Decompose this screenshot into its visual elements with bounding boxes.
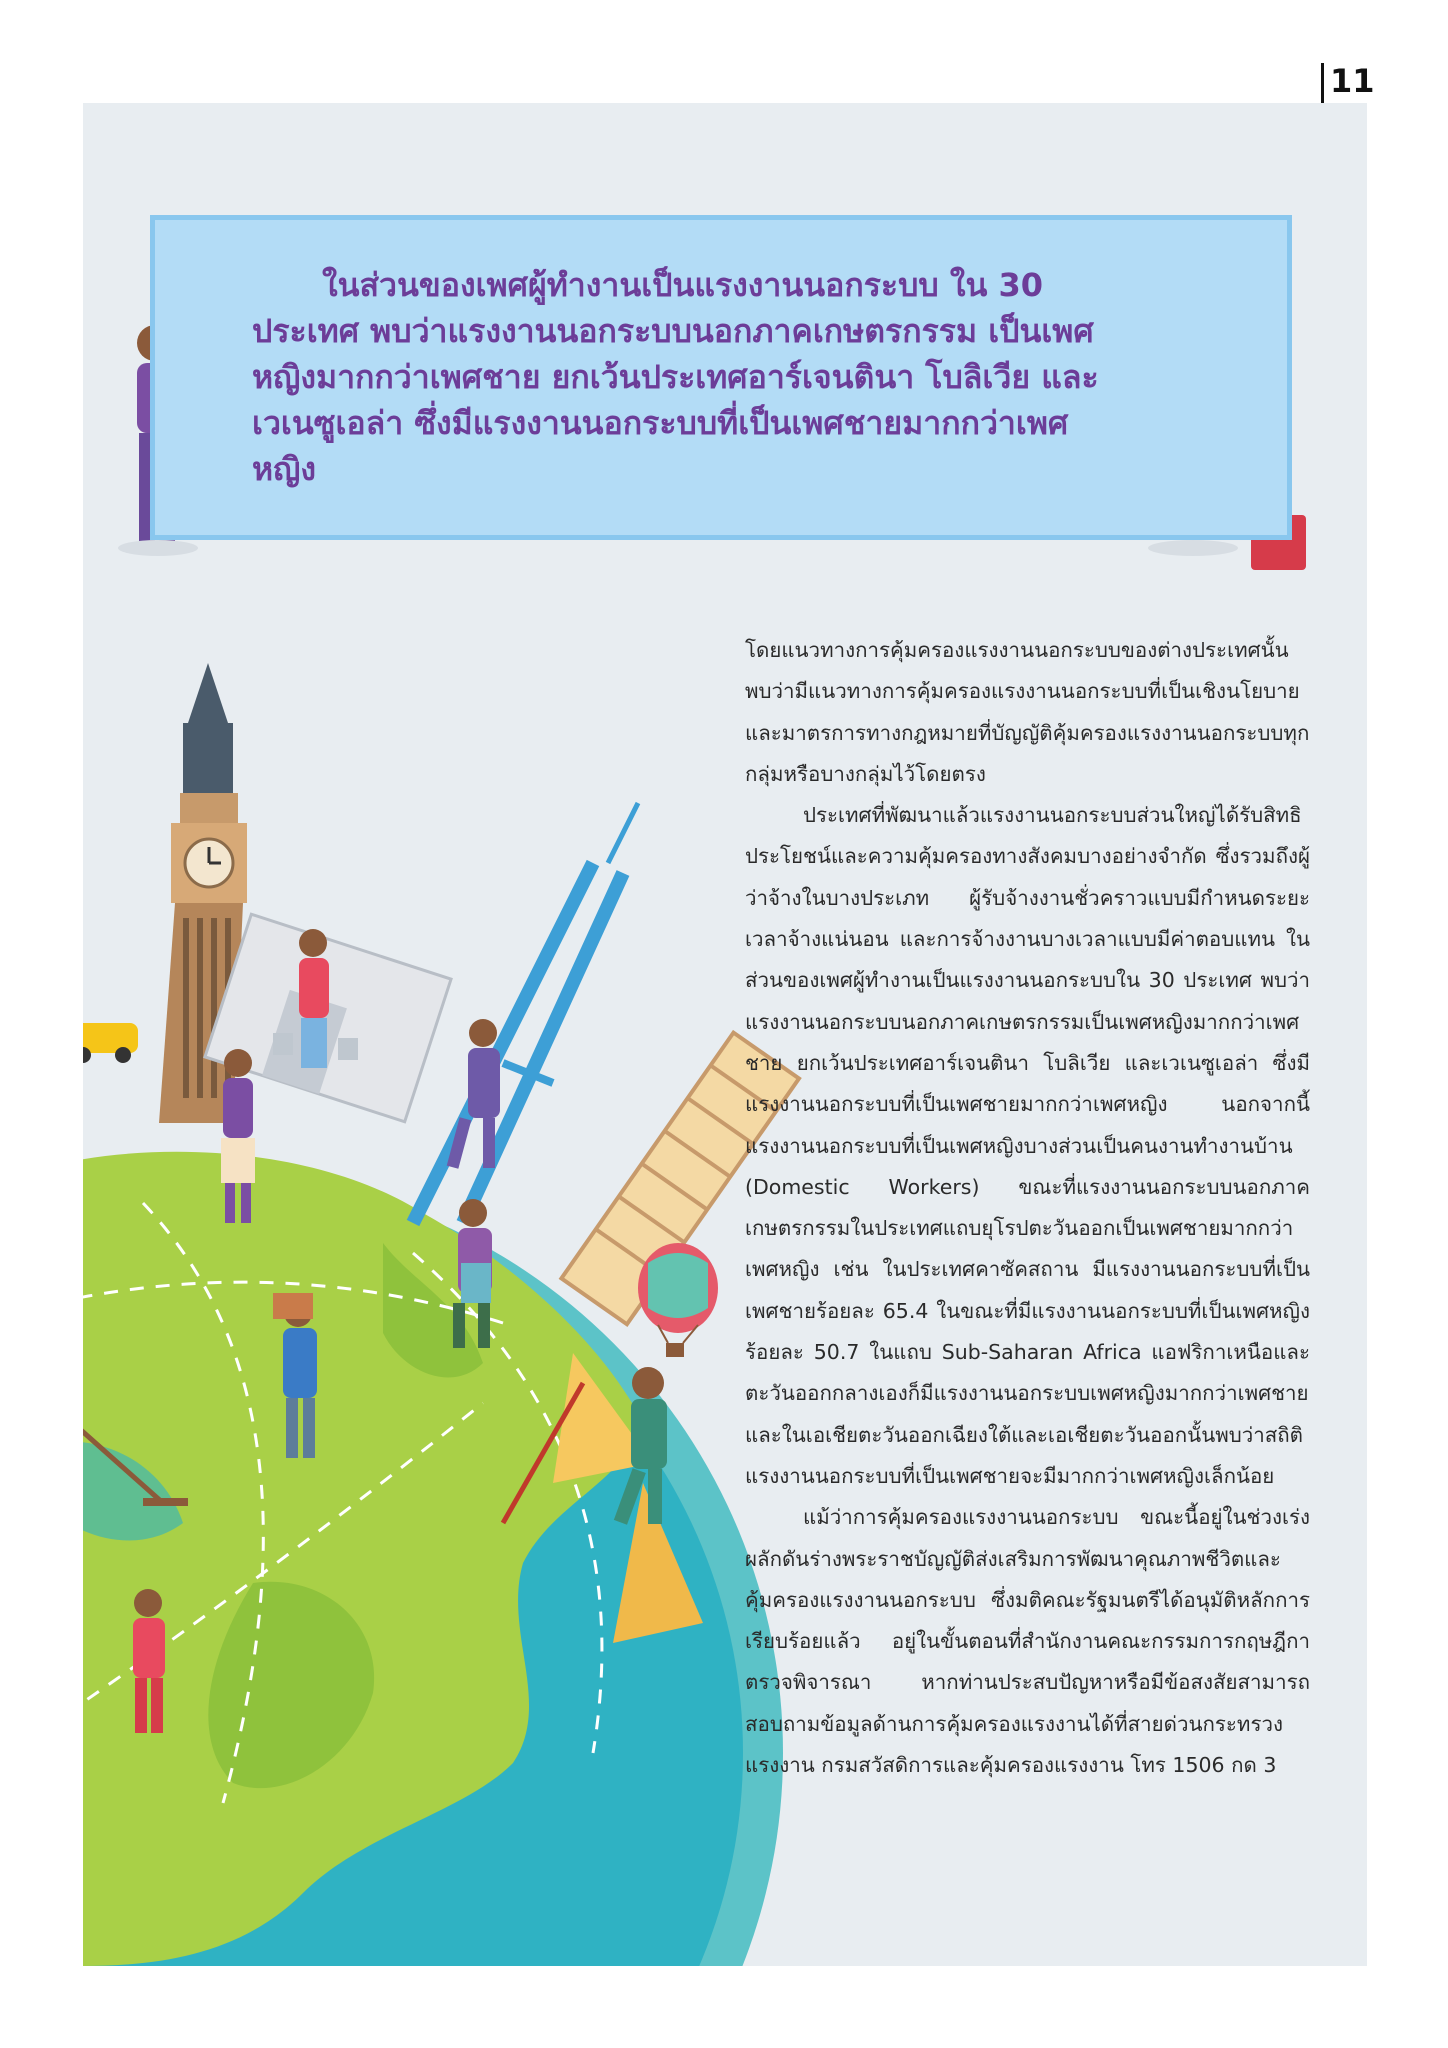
paragraph-3: แม้ว่าการคุ้มครองแรงงานนอกระบบ ขณะนี้อยู่ในช่วงเร่งผลักดันร่างพระราชบัญญัติส่งเสริมการพัฒนาคุณภาพชีวิตและคุ้มครองแรงงานนอกระบบ ซึ่งมติคณะรัฐมนตรีได้อนุมัติหลักการเรียบร้อยแล้ว อยู่ในขั้นตอนที่สำนักงานคณะกรรมการกฤษฎีกาตรวจพิจารณา หากท่านประสบปัญหาหรือมีข้อสงสัยสามารถสอบถามข้อมูลด้านการคุ้มครองแรงงานได้ที่สายด่วนกระทรวงแรงงาน กรมสวัสดิการและคุ้มครองแรงงาน โทร 1506 กด 3 bbox=[745, 1505, 1310, 1778]
taxi-icon bbox=[83, 1023, 138, 1063]
paragraph-1: โดยแนวทางการคุ้มครองแรงงานนอกระบบของต่างประเทศนั้น พบว่ามีแนวทางการคุ้มครองแรงงานนอกระบบที่เป็นเชิงนโยบายและมาตรการทางกฎหมายที่บัญญัติคุ้มครองแรงงานนอกระบบทุกกลุ่มหรือบางกลุ่มไว้โดยตรง bbox=[745, 638, 1310, 786]
callout-text: ในส่วนของเพศผู้ทำงานเป็นแรงงานนอกระบบ ใน 30 ประเทศ พบว่าแรงงานนอกระบบนอกภาคเกษตรกรรม เป็นเพศหญิงมากกว่าเพศชาย ยกเว้นประเทศอาร์เจนตินา โบลิเวีย และเวเนซูเอล่า ซึ่งมีแรงงานนอกระบบที่เป็นเพศชายมากกว่าเพศหญิง bbox=[252, 266, 1099, 488]
body-text bbox=[745, 630, 1310, 1786]
tower-icon bbox=[413, 803, 638, 1223]
page-number-divider bbox=[1321, 63, 1324, 103]
paragraph-2: ประเทศที่พัฒนาแล้วแรงงานนอกระบบส่วนใหญ่ได้รับสิทธิประโยชน์และความคุ้มครองทางสังคมบางอย่างจำกัด ซึ่งรวมถึงผู้ว่าจ้างในบางประเภท ผู้รับจ้างงานชั่วคราวแบบมีกำหนดระยะเวลาจ้างแน่นอน และการจ้างงานบางเวลาแบบมีค่าตอบแทน ในส่วนของเพศผู้ทำงานเป็นแรงงานนอกระบบใน 30 ประเทศ พบว่าแรงงานนอกระบบนอกภาคเกษตรกรรมเป็นเพศหญิงมากกว่าเพศชาย ยกเว้นประเทศอาร์เจนตินา โบลิเวีย และเวเนซูเอล่า ซึ่งมีแรงงานนอกระบบที่เป็นเพศชายมากกว่าเพศหญิง นอกจากนี้แรงงานนอกระบบที่เป็นเพศหญิงบางส่วนเป็นคนงานทำงานบ้าน (Domestic Workers) ขณะที่แรงงานนอกระบบนอกภาคเกษตรกรรมในประเทศแถบยุโรปตะวันออกเป็นเพศชายมากกว่าเพศหญิง เช่น ในประเทศคาซัคสถาน มีแรงงานนอกระบบที่เป็นเพศชายร้อยละ 65.4 ในขณะที่มีแรงงานนอกระบบที่เป็นเพศหญิงร้อยละ 50.7 ในแถบ Sub-Saharan Africa แอฟริกาเหนือและตะวันออกกลางเองก็มีแรงงานนอกระบบเพศหญิงมากกว่าเพศชาย และในเอเชียตะวันออกเฉียงใต้และเอเชียตะวันออกนั้นพบว่าสถิติแรงงานนอกระบบที่เป็นเพศชายจะมีมากกว่าเพศหญิงเล็กน้อย bbox=[745, 803, 1310, 1488]
page-number: 11 bbox=[1330, 62, 1375, 100]
hot-air-balloon-icon bbox=[638, 1243, 718, 1357]
